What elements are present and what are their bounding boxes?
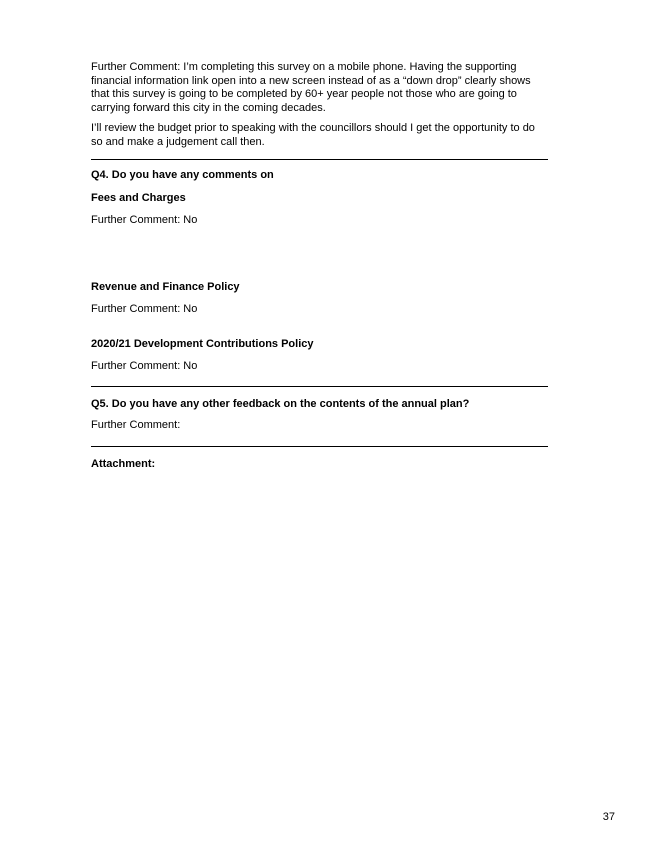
- section-divider: [91, 446, 548, 447]
- revenue-finance-policy-comment: Further Comment: No: [91, 303, 198, 315]
- page-number: 37: [602, 811, 615, 823]
- development-contributions-comment: Further Comment: No: [91, 360, 198, 372]
- comment-paragraph-1: Further Comment: I’m completing this survey on a mobile phone. Having the supporting financial information link open into a new screen instead of as a “down drop” clearly shows that this survey is going to be completed by 60+ year people not those who are going to carrying forward this city in the coming decades.: [91, 61, 531, 114]
- fees-and-charges-comment: Further Comment: No: [91, 214, 198, 226]
- revenue-finance-policy-heading: Revenue and Finance Policy: [91, 280, 240, 293]
- q5-question: Q5. Do you have any other feedback on the contents of the annual plan?: [91, 397, 470, 410]
- comment-paragraph-2: I’ll review the budget prior to speaking with the councillors should I get the opportunity to do so and make a judgement call then.: [91, 122, 535, 148]
- development-contributions-heading: 2020/21 Development Contributions Policy: [91, 337, 314, 350]
- q5-comment: Further Comment:: [91, 419, 181, 431]
- q4-question: Q4. Do you have any comments on: [91, 169, 274, 181]
- section-divider: [91, 159, 548, 160]
- attachment-label: Attachment:: [91, 457, 156, 470]
- section-divider: [91, 386, 548, 387]
- fees-and-charges-heading: Fees and Charges: [91, 191, 186, 204]
- page-content: [91, 61, 549, 471]
